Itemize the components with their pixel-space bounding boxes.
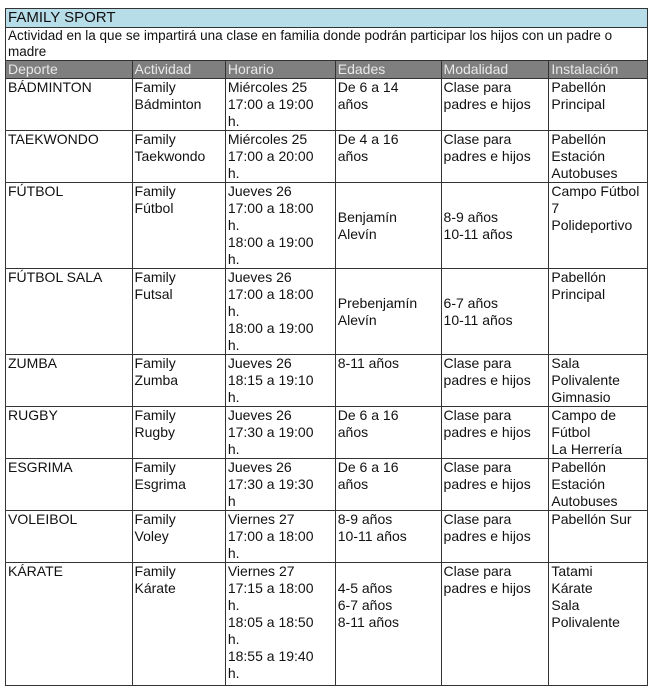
cell-modalidad: Clase para padres e hijos	[441, 459, 549, 511]
cell-deporte: TAEKWONDO	[6, 131, 133, 183]
table-row	[6, 79, 648, 131]
cell-horario: Miércoles 25 17:00 a 20:00 h.	[225, 131, 335, 183]
cell-instalacion: Tatami Kárate Sala Polivalente	[549, 563, 648, 686]
cell-actividad: Family Fútbol	[132, 183, 225, 269]
cell-instalacion: Campo Fútbol 7 Polideportivo	[549, 183, 648, 269]
cell-horario: Miércoles 25 17:00 a 19:00 h.	[225, 79, 335, 131]
table-row	[6, 511, 648, 563]
cell-deporte: KÁRATE	[6, 563, 133, 686]
cell-edades: 8-9 años 10-11 años	[335, 511, 441, 563]
cell-horario: Jueves 26 17:30 a 19:30 h	[225, 459, 335, 511]
cell-actividad: Family Kárate	[132, 563, 225, 686]
cell-edades: De 6 a 16 años	[335, 407, 441, 459]
cell-deporte: FÚTBOL	[6, 183, 133, 269]
cell-modalidad: 6-7 años 10-11 años	[441, 269, 549, 355]
cell-modalidad: 8-9 años 10-11 años	[441, 183, 549, 269]
cell-deporte: RUGBY	[6, 407, 133, 459]
cell-horario: Viernes 27 17:00 a 18:00 h.	[225, 511, 335, 563]
cell-horario: Jueves 26 17:30 a 19:00 h.	[225, 407, 335, 459]
cell-actividad: Family Futsal	[132, 269, 225, 355]
cell-instalacion: Pabellón Principal	[549, 79, 648, 131]
column-header-actividad: Actividad	[132, 61, 225, 79]
cell-deporte: FÚTBOL SALA	[6, 269, 133, 355]
schedule-table	[5, 8, 648, 686]
cell-instalacion: Pabellón Estación Autobuses	[549, 131, 648, 183]
cell-actividad: Family Rugby	[132, 407, 225, 459]
cell-edades: 4-5 años 6-7 años 8-11 años	[335, 563, 441, 686]
cell-instalacion: Campo de Fútbol La Herrería	[549, 407, 648, 459]
cell-instalacion: Sala Polivalente Gimnasio	[549, 355, 648, 407]
cell-edades: Benjamín Alevín	[335, 183, 441, 269]
cell-actividad: Family Esgrima	[132, 459, 225, 511]
cell-actividad: Family Bádminton	[132, 79, 225, 131]
description-row	[6, 28, 648, 61]
header-row	[6, 61, 648, 79]
cell-horario: Jueves 26 17:00 a 18:00 h. 18:00 a 19:00 h.	[225, 269, 335, 355]
cell-instalacion: Pabellón Principal	[549, 269, 648, 355]
cell-deporte: ZUMBA	[6, 355, 133, 407]
cell-actividad: Family Taekwondo	[132, 131, 225, 183]
cell-actividad: Family Zumba	[132, 355, 225, 407]
cell-modalidad: Clase para padres e hijos	[441, 563, 549, 686]
column-header-instalacion: Instalación	[549, 61, 648, 79]
family-sport-document	[5, 8, 648, 686]
cell-modalidad: Clase para padres e hijos	[441, 511, 549, 563]
cell-edades: 8-11 años	[335, 355, 441, 407]
document-title: FAMILY SPORT	[6, 9, 648, 28]
table-row	[6, 355, 648, 407]
table-body	[6, 79, 648, 686]
cell-edades: Prebenjamín Alevín	[335, 269, 441, 355]
column-header-horario: Horario	[225, 61, 335, 79]
table-row	[6, 269, 648, 355]
cell-horario: Jueves 26 18:15 a 19:10 h.	[225, 355, 335, 407]
cell-modalidad: Clase para padres e hijos	[441, 79, 549, 131]
table-row	[6, 563, 648, 686]
cell-modalidad: Clase para padres e hijos	[441, 355, 549, 407]
cell-instalacion: Pabellón Sur	[549, 511, 648, 563]
table-row	[6, 183, 648, 269]
cell-actividad: Family Voley	[132, 511, 225, 563]
cell-modalidad: Clase para padres e hijos	[441, 407, 549, 459]
cell-edades: De 6 a 16 años	[335, 459, 441, 511]
table-row	[6, 407, 648, 459]
cell-horario: Jueves 26 17:00 a 18:00 h. 18:00 a 19:00 h.	[225, 183, 335, 269]
cell-instalacion: Pabellón Estación Autobuses	[549, 459, 648, 511]
cell-modalidad: Clase para padres e hijos	[441, 131, 549, 183]
title-row	[6, 9, 648, 28]
cell-edades: De 6 a 14 años	[335, 79, 441, 131]
cell-deporte: BÁDMINTON	[6, 79, 133, 131]
table-row	[6, 131, 648, 183]
document-description: Actividad en la que se impartirá una clase en familia donde podrán participar los hijos con un padre o madre	[6, 28, 648, 61]
cell-deporte: ESGRIMA	[6, 459, 133, 511]
column-header-deporte: Deporte	[6, 61, 133, 79]
cell-deporte: VOLEIBOL	[6, 511, 133, 563]
column-header-modalidad: Modalidad	[441, 61, 549, 79]
column-header-edades: Edades	[335, 61, 441, 79]
table-row	[6, 459, 648, 511]
cell-horario: Viernes 27 17:15 a 18:00 h. 18:05 a 18:50 h. 18:55 a 19:40 h.	[225, 563, 335, 686]
cell-edades: De 4 a 16 años	[335, 131, 441, 183]
